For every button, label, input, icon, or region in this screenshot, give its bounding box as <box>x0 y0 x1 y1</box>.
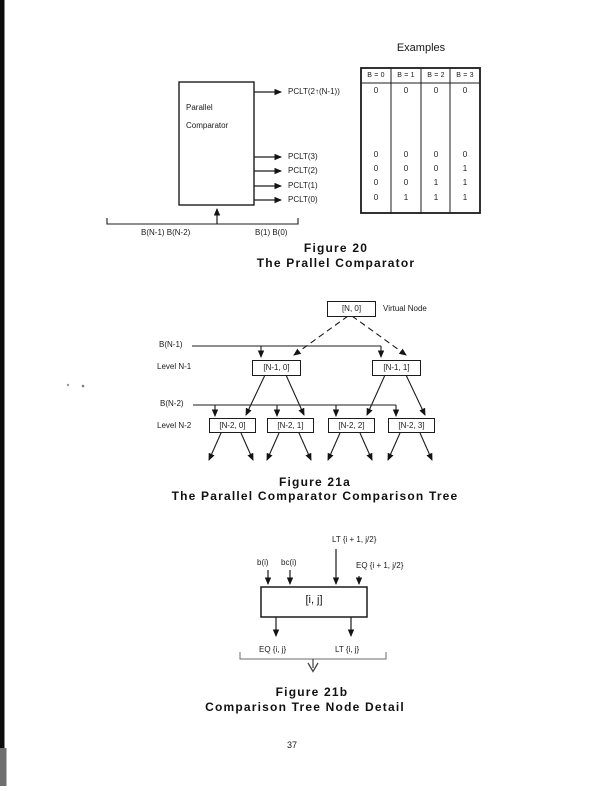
node-input-bc-label: bc(i) <box>281 558 297 567</box>
comparator-label-line2: Comparator <box>186 121 229 130</box>
table-header-b0: B = 0 <box>367 72 385 79</box>
scan-speck <box>67 384 69 386</box>
level-label-n1: Level N-1 <box>157 362 192 371</box>
figure21a-caption-number: Figure 21a <box>278 475 352 489</box>
input-label-left: B(N-1) B(N-2) <box>141 228 191 237</box>
table-cell: 1 <box>462 178 468 187</box>
tree-node-n2-3: [N-2, 3] <box>388 418 435 433</box>
table-cell: 1 <box>462 193 468 202</box>
table-cell: 0 <box>373 193 379 202</box>
table-cell: 1 <box>403 193 409 202</box>
tree-node-n1-0: [N-1, 0] <box>252 360 301 376</box>
scan-edge-bar <box>0 0 5 753</box>
input-bus-bracket <box>107 218 298 224</box>
parallel-comparator-box <box>179 82 254 205</box>
node-input-b-label: b(i) <box>257 558 269 567</box>
table-cell: 0 <box>433 164 439 173</box>
output-label-pclt1: PCLT(1) <box>288 181 318 190</box>
node-label-ij: [i, j] <box>305 594 323 606</box>
figure21b-caption-number: Figure 21b <box>275 685 349 699</box>
figure21b-caption-title: Comparison Tree Node Detail <box>205 700 405 714</box>
table-cell: 0 <box>373 150 379 159</box>
virtual-node-label: Virtual Node <box>383 304 427 313</box>
node-input-eq-label: EQ {i + 1, j/2} <box>356 561 404 570</box>
table-cell: 0 <box>403 178 409 187</box>
output-label-pclt-top: PCLT(2↑(N-1)) <box>288 87 340 96</box>
node-input-lt-label: LT {i + 1, j/2} <box>332 535 377 544</box>
output-label-pclt0: PCLT(0) <box>288 195 318 204</box>
level-label-n2: Level N-2 <box>157 421 192 430</box>
table-header-b2: B = 2 <box>427 72 445 79</box>
node-output-eq-label: EQ {i, j} <box>259 645 287 654</box>
table-cell: 0 <box>373 178 379 187</box>
tree-node-n2-0: [N-2, 0] <box>209 418 256 433</box>
table-cell: 0 <box>373 164 379 173</box>
page-number: 37 <box>287 740 298 750</box>
table-cell: 0 <box>433 150 439 159</box>
comparator-label-line1: Parallel <box>186 103 213 112</box>
tree-node-virtual: [N, 0] <box>327 301 376 317</box>
table-cell: 1 <box>462 164 468 173</box>
tree-node-n1-1: [N-1, 1] <box>372 360 421 376</box>
tree-node-n2-2: [N-2, 2] <box>328 418 375 433</box>
figure20-caption-number: Figure 20 <box>303 241 369 255</box>
table-cell: 0 <box>462 150 468 159</box>
bus-label-bn1: B(N-1) <box>159 340 183 349</box>
figure21a-caption-title: The Parallel Comparator Comparison Tree <box>171 489 459 503</box>
output-label-pclt3: PCLT(3) <box>288 152 318 161</box>
table-cell: 1 <box>433 178 439 187</box>
scan-speck <box>82 385 85 388</box>
tree-node-n2-1: [N-2, 1] <box>267 418 314 433</box>
table-header-b3: B = 3 <box>456 72 474 79</box>
examples-title: Examples <box>396 42 446 54</box>
output-label-pclt2: PCLT(2) <box>288 166 318 175</box>
scan-edge-smudge <box>0 748 7 786</box>
table-cell: 1 <box>433 193 439 202</box>
bus-label-bn2: B(N-2) <box>160 399 184 408</box>
table-cell: 0 <box>462 86 468 95</box>
figure20-caption-title: The Prallel Comparator <box>256 256 416 270</box>
table-header-b1: B = 1 <box>397 72 415 79</box>
table-cell: 0 <box>373 86 379 95</box>
table-cell: 0 <box>433 86 439 95</box>
table-cell: 0 <box>403 86 409 95</box>
input-label-right: B(1) B(0) <box>255 228 288 237</box>
node-output-lt-label: LT {i, j} <box>335 645 360 654</box>
table-cell: 0 <box>403 164 409 173</box>
table-cell: 0 <box>403 150 409 159</box>
